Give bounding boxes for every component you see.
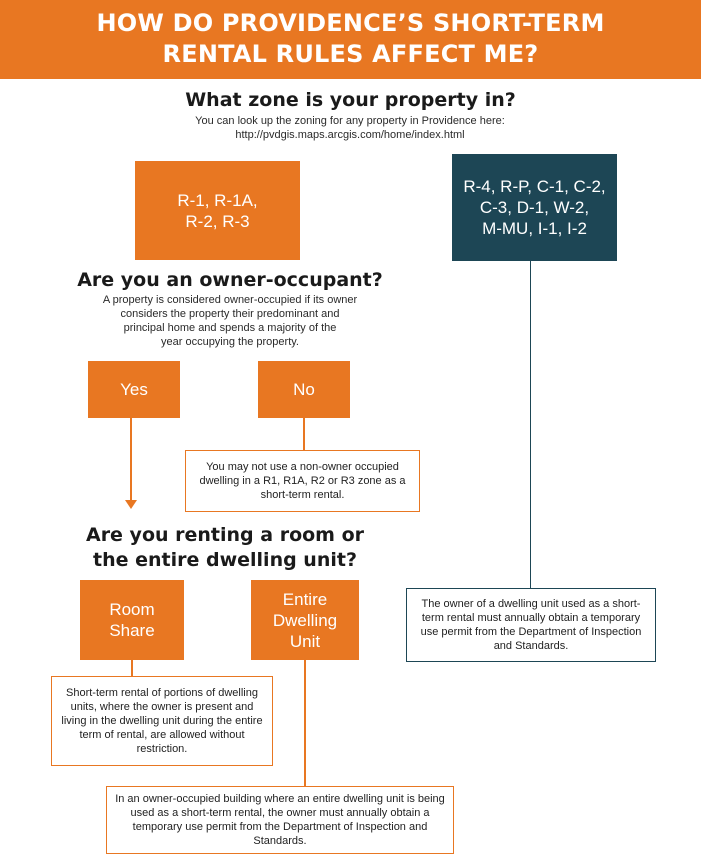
yes-box: Yes xyxy=(88,361,180,418)
no-note: You may not use a non-owner occupied dwelling in a R1, R1A, R2 or R3 zone as a short-term rental. xyxy=(185,450,420,512)
arrow-down-icon xyxy=(125,500,137,509)
zone-subtext: You can look up the zoning for any property in Providence here: http://pvdgis.maps.arcgis.com/home/index.html xyxy=(195,115,505,141)
owner-subtext: A property is considered owner-occupied if its owner considers the property their predominant and principal home and spends a majority of the year occupying the property. xyxy=(102,294,358,348)
connector-line xyxy=(130,418,132,500)
connector-line xyxy=(303,418,305,450)
no-box: No xyxy=(258,361,350,418)
entire-unit-note: In an owner-occupied building where an entire dwelling unit is being used as a short-term rental, the owner must annually obtain a temporary use permit from the Department of Inspection and Standards. xyxy=(106,786,454,854)
connector-line xyxy=(530,261,531,588)
connector-line xyxy=(131,660,133,676)
owner-question: Are you an owner-occupant? xyxy=(77,269,383,291)
connector-line xyxy=(304,660,306,786)
other-zones-note: The owner of a dwelling unit used as a short-term rental must annually obtain a temporary use permit from the Department of Inspection and Standards. xyxy=(406,588,656,662)
page-title: HOW DO PROVIDENCE’S SHORT-TERM RENTAL RULES AFFECT ME? xyxy=(0,0,701,79)
residential-zones-box: R-1, R-1A, R-2, R-3 xyxy=(135,161,300,260)
renting-question: Are you renting a room or the entire dwelling unit? xyxy=(85,524,365,571)
room-share-note: Short-term rental of portions of dwelling units, where the owner is present and living in the dwelling unit during the entire term of rental, are allowed without restriction. xyxy=(51,676,273,766)
other-zones-box: R-4, R-P, C-1, C-2, C-3, D-1, W-2, M-MU, I-1, I-2 xyxy=(452,154,617,261)
room-share-box: Room Share xyxy=(80,580,184,660)
entire-unit-box: Entire Dwelling Unit xyxy=(251,580,359,660)
zone-question: What zone is your property in? xyxy=(185,89,516,111)
